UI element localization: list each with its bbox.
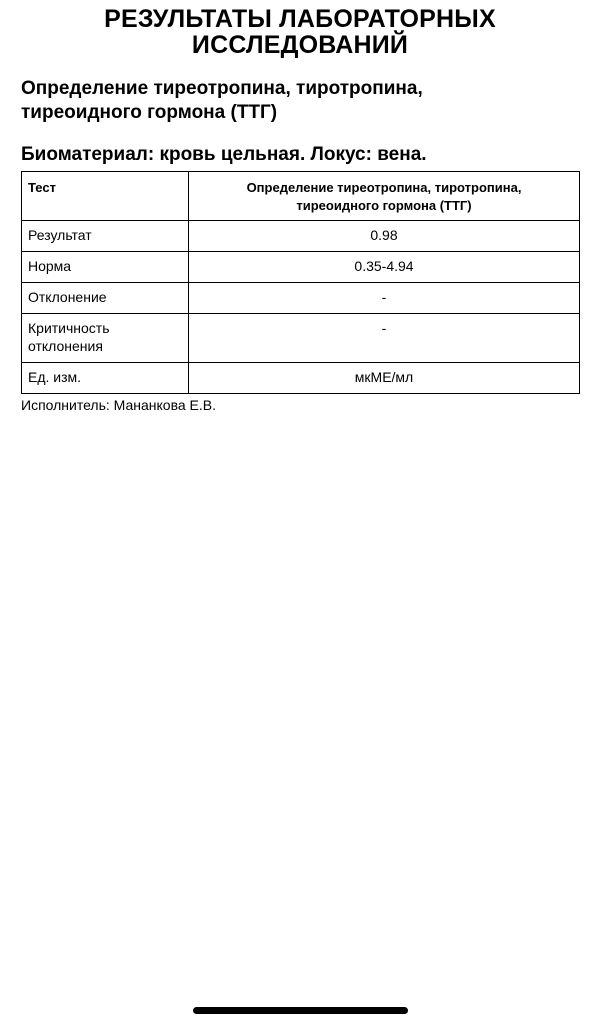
row-label: Норма [22,252,189,283]
results-table [21,171,580,394]
home-indicator[interactable] [193,1007,408,1014]
header-value-line-1: Определение тиреотропина, тиротропина, [246,180,522,195]
table-row-result [22,221,580,252]
biomaterial-line: Биоматериал: кровь цельная. Локус: вена. [21,144,427,165]
header-value-cell [189,172,580,221]
table-row-units [22,363,580,394]
page-title-line-1: РЕЗУЛЬТАТЫ ЛАБОРАТОРНЫХ [104,5,496,33]
test-heading-line-2: тиреоидного гормона (ТТГ) [21,102,278,123]
test-heading-line-1: Определение тиреотропина, тиротропина, [21,78,423,99]
page-title-line-2: ИССЛЕДОВАНИЙ [191,31,409,59]
header-label-cell: Тест [22,172,189,221]
row-label [22,314,189,363]
row-label: Ед. изм. [22,363,189,394]
table-row-deviation [22,283,580,314]
row-label-line-1: Критичность [28,320,110,336]
row-label-line-2: отклонения [28,338,103,354]
executor-line: Исполнитель: Мананкова Е.В. [21,397,216,413]
row-value: мкМЕ/мл [189,363,580,394]
table-row-norm [22,252,580,283]
row-value: - [189,314,580,363]
row-label: Отклонение [22,283,189,314]
row-value: 0.98 [189,221,580,252]
row-value: - [189,283,580,314]
test-heading [21,77,581,125]
row-value: 0.35-4.94 [189,252,580,283]
table-row-deviation-criticality [22,314,580,363]
table-header-row [22,172,580,221]
page-title [0,6,600,58]
row-label: Результат [22,221,189,252]
header-value-line-2: тиреоидного гормона (ТТГ) [296,198,472,213]
